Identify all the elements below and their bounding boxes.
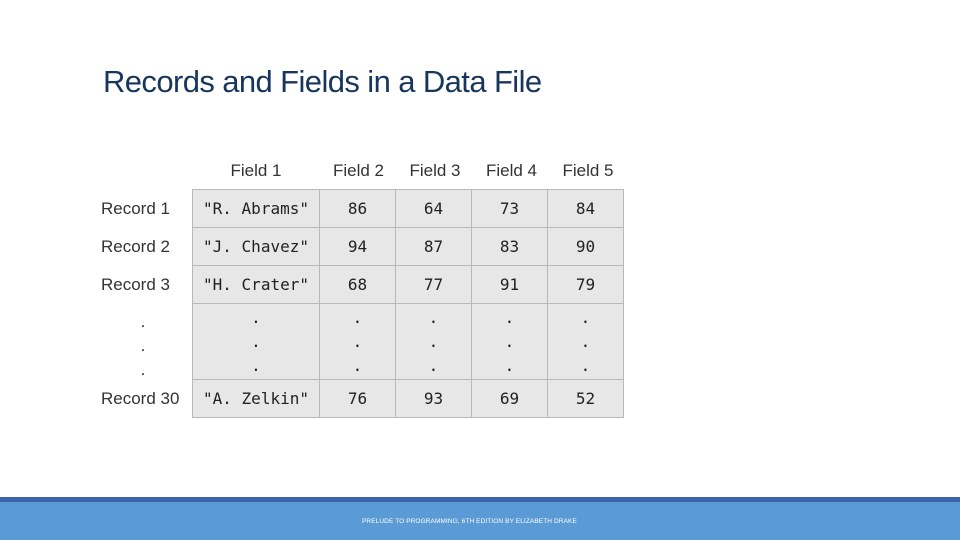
row-label: Record 30 — [101, 389, 180, 408]
table-cell: 73 — [472, 190, 548, 228]
table-row — [193, 266, 624, 304]
table-cell: 93 — [396, 380, 472, 418]
table-row — [193, 380, 624, 418]
row-label: Record 1 — [101, 199, 170, 218]
column-header: Field 2 — [332, 161, 385, 180]
table-row — [193, 228, 624, 266]
table-cell: 90 — [548, 228, 624, 266]
table-cell: 64 — [396, 190, 472, 228]
table-cell-ellipsis: . . . — [193, 304, 320, 380]
table-cell: 84 — [548, 190, 624, 228]
records-table — [192, 189, 624, 418]
table-cell: 91 — [472, 266, 548, 304]
table-cell: 76 — [320, 380, 396, 418]
table-cell: 77 — [396, 266, 472, 304]
table-cell: 83 — [472, 228, 548, 266]
column-header: Field 4 — [485, 161, 538, 180]
row-label: Record 3 — [101, 275, 170, 294]
table-cell: 79 — [548, 266, 624, 304]
row-label-ellipsis — [139, 310, 147, 382]
table-cell: 94 — [320, 228, 396, 266]
column-header: Field 3 — [409, 161, 461, 180]
table-row — [193, 190, 624, 228]
table-cell: 86 — [320, 190, 396, 228]
table-cell: 69 — [472, 380, 548, 418]
table-cell-ellipsis: . . . — [320, 304, 396, 380]
table-row-ellipsis — [193, 304, 624, 380]
table-cell: "J. Chavez" — [193, 228, 320, 266]
column-header: Field 5 — [562, 161, 614, 180]
table-cell: "R. Abrams" — [193, 190, 320, 228]
footer-caption: PRELUDE TO PROGRAMMING, 6TH EDITION BY ELIZABETH DRAKE — [362, 518, 577, 525]
table-cell-ellipsis: . . . — [396, 304, 472, 380]
table-cell: 52 — [548, 380, 624, 418]
ellipsis-dot: . — [140, 360, 146, 379]
table-cell-ellipsis: . . . — [548, 304, 624, 380]
table-cell: "A. Zelkin" — [193, 380, 320, 418]
column-header: Field 1 — [230, 161, 282, 180]
table-cell: "H. Crater" — [193, 266, 320, 304]
ellipsis-dot: . — [140, 312, 146, 331]
slide-title: Records and Fields in a Data File — [103, 64, 542, 99]
table-cell: 68 — [320, 266, 396, 304]
ellipsis-dot: . — [140, 336, 146, 355]
table-cell-ellipsis: . . . — [472, 304, 548, 380]
table-cell: 87 — [396, 228, 472, 266]
row-label: Record 2 — [101, 237, 170, 256]
